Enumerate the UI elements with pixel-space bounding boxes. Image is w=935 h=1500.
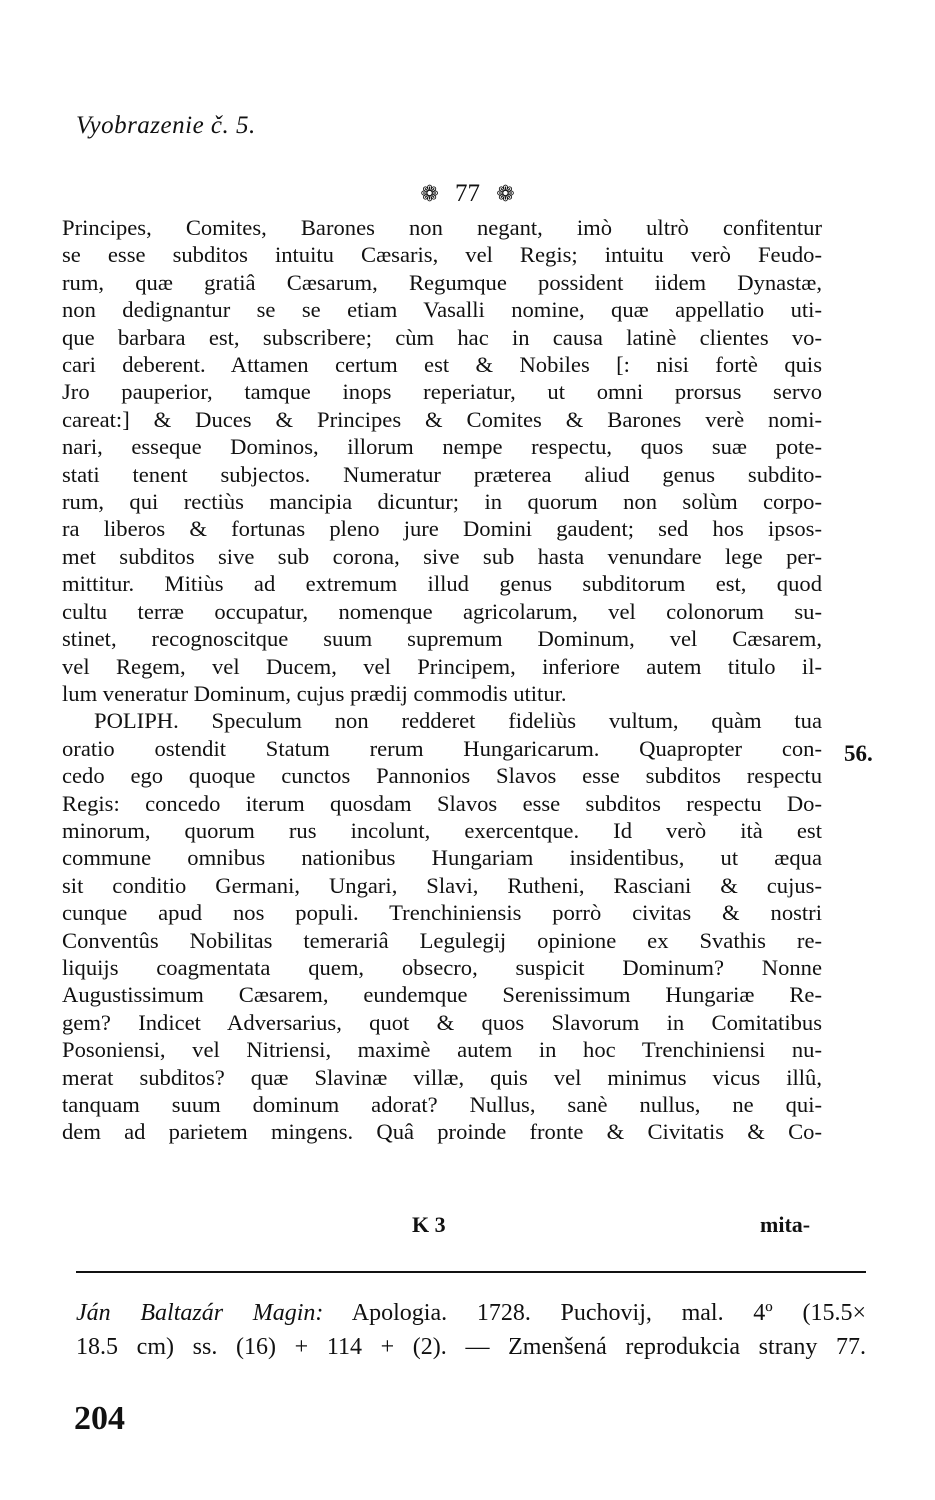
text-line: tanquam suum dominum adorat? Nullus, sanè nullus, ne qui-	[62, 1092, 822, 1117]
catchword: mita-	[760, 1212, 811, 1237]
text-line: careat:] & Duces & Principes & Comites & Barones verè nomi-	[62, 406, 822, 432]
ornament-right-icon: ❁	[496, 181, 515, 206]
citation-line-2: 18.5 cm) ss. (16) + 114 + (2). — Zmenšená reprodukcia strany 77.	[76, 1334, 866, 1360]
text-line: POLIPH. Speculum non redderet fideliùs vultum, quàm tua	[94, 708, 822, 734]
page-header	[0, 180, 935, 208]
text-line: gem? Indicet Adversarius, quot & quos Slavorum in Comitatibus	[62, 1009, 822, 1035]
text-line: rum, quæ gratiâ Cæsarum, Regumque possident iidem Dynastæ,	[62, 269, 822, 295]
text-line: cunque apud nos populi. Trenchiniensis porrò civitas & nostri	[62, 900, 822, 926]
text-line: met subditos sive sub corona, sive sub hasta venundare lege per-	[62, 543, 822, 569]
text-line: commune omnibus nationibus Hungariam insidentibus, ut æqua	[62, 845, 822, 871]
text-line: Augustissimum Cæsarem, eundemque Serenissimum Hungariæ Re-	[62, 982, 822, 1008]
text-line: Posoniensi, vel Nitriensi, maximè autem in hoc Trenchiniensi nu-	[62, 1037, 822, 1063]
text-line: se esse subditos intuitu Cæsaris, vel Regis; intuitu verò Feudo-	[62, 242, 822, 268]
text-line: stinet, recognoscitque suum supremum Dominum, vel Cæsarem,	[62, 626, 822, 652]
text-line: mittitur. Mitiùs ad extremum illud genus subditorum est, quod	[62, 571, 822, 597]
folio-number: 77	[455, 180, 480, 207]
text-line: ra liberos & fortunas pleno jure Domini gaudent; sed hos ipsos-	[62, 516, 822, 542]
citation-line-1	[76, 1296, 866, 1330]
latin-body-text	[62, 214, 822, 1146]
text-line: Conventûs Nobilitas temerariâ Legulegij opinione ex Svathis re-	[62, 927, 822, 953]
text-line: cedo ego quoque cunctos Pannonios Slavos esse subditos respectu	[62, 763, 822, 789]
text-line: minorum, quorum rus incolunt, exercentque. Id verò ità est	[62, 817, 822, 843]
divider-rule	[76, 1271, 866, 1273]
text-line: Principes, Comites, Barones non negant, imò ultrò confitentur	[62, 215, 822, 240]
signature-mark: K 3	[412, 1212, 446, 1237]
text-line: rum, qui rectiùs mancipia dicuntur; in quorum non solùm corpo-	[62, 489, 822, 515]
text-line: lum veneratur Dominum, cujus prædij commodis utitur.	[62, 680, 567, 706]
text-line: cultu terræ occupatur, nomenque agricolarum, vel colonorum su-	[62, 598, 822, 624]
text-line: liquijs coagmentata quem, obsecro, suspicit Dominum? Nonne	[62, 954, 822, 980]
citation-title: Apologia. 1728. Puchovij, mal. 4º (15.5×	[351, 1300, 866, 1326]
text-line: non dedignantur se se etiam Vasalli nomine, quæ appellatio uti-	[62, 297, 822, 323]
text-line: cari deberent. Attamen certum est & Nobiles [: nisi fortè quis	[62, 352, 822, 378]
text-line: merat subditos? quæ Slavinæ villæ, quis vel minimus vicus illû,	[62, 1064, 822, 1090]
text-line: oratio ostendit Statum rerum Hungaricarum. Quapropter con-	[62, 735, 822, 761]
text-line: que barbara est, subscribere; cùm hac in causa latinè clientes vo-	[62, 324, 822, 350]
text-line: vel Regem, vel Ducem, vel Principem, inferiore autem titulo il-	[62, 653, 822, 679]
text-line: dem ad parietem mingens. Quâ proinde fronte & Civitatis & Co-	[62, 1119, 822, 1145]
bibliographic-citation	[76, 1296, 866, 1364]
text-line: Regis: concedo iterum quosdam Slavos esse subditos respectu Do-	[62, 790, 822, 816]
text-line: nari, esseque Dominos, illorum nempe respectu, quos suæ pote-	[62, 434, 822, 460]
citation-author: Ján Baltazár Magin:	[76, 1300, 324, 1326]
figure-caption: Vyobrazenie č. 5.	[76, 112, 256, 139]
text-line: Jro pauperior, tamque inops reperiatur, ut omni prorsus servo	[62, 379, 822, 405]
text-line: stati tenent subjectos. Numeratur præterea aliud genus subdito-	[62, 461, 822, 487]
page-number: 204	[74, 1400, 125, 1437]
ornament-left-icon: ❁	[420, 181, 439, 206]
margin-note: 56.	[844, 741, 873, 766]
text-line: sit conditio Germani, Ungari, Slavi, Rutheni, Rasciani & cujus-	[62, 872, 822, 898]
